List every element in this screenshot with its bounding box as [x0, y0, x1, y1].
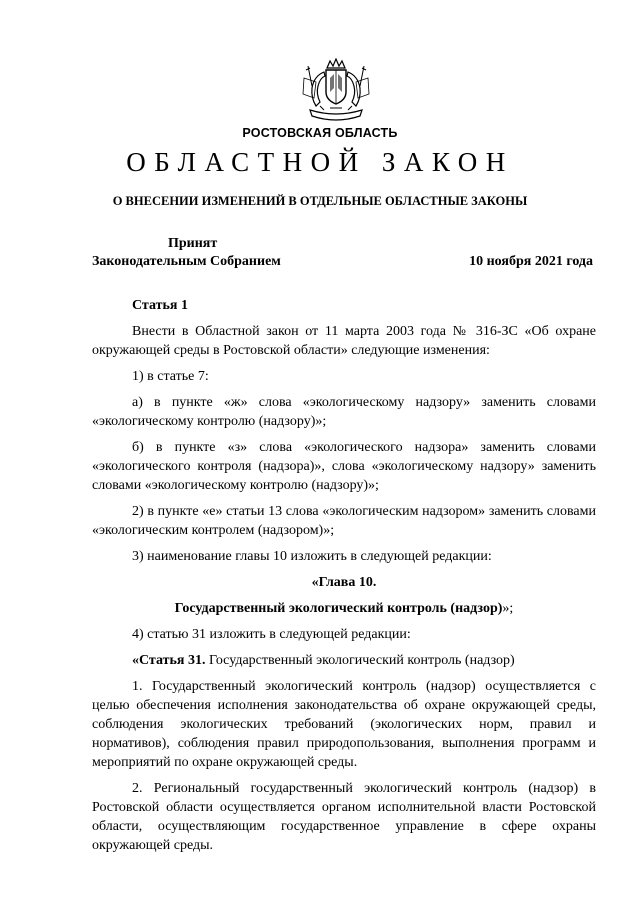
article-heading: Статья 1: [132, 298, 188, 313]
paragraph: а) в пункте «ж» слова «экологическому надзору» заменить словами «экологическому контролю (надзору)»;: [92, 395, 596, 429]
paragraph: 4) статью 31 изложить в следующей редакции:: [132, 627, 411, 642]
adopted-label: Принят: [168, 236, 218, 251]
paragraph: 3) наименование главы 10 изложить в следующей редакции:: [132, 549, 492, 564]
coat-of-arms-icon: [300, 58, 372, 124]
chapter-tail: »;: [502, 601, 514, 616]
document-body: [92, 296, 596, 862]
region-name: РОСТОВСКАЯ ОБЛАСТЬ: [242, 126, 398, 140]
article-31-name: Государственный экологический контроль (надзор): [205, 653, 515, 668]
chapter-name: Государственный экологический контроль (надзор): [174, 601, 503, 616]
adoption-date: 10 ноября 2021 года: [469, 254, 593, 269]
paragraph: б) в пункте «з» слова «экологического надзора» заменить словами «экологического контроля (надзора)», слова «экологическому надзору» заменить словами «экологическому контролю (надзору)»;: [92, 440, 596, 493]
document-title: О ВНЕСЕНИИ ИЗМЕНЕНИЙ В ОТДЕЛЬНЫЕ ОБЛАСТНЫЕ ЗАКОНЫ: [112, 194, 528, 208]
paragraph: 1) в статье 7:: [132, 369, 209, 384]
paragraph: 2. Региональный государственный экологический контроль (надзор) в Ростовской области осуществляется органом исполнительной власти Ростовской области, осуществляющим государственное управление в сфере охраны окружающей среды.: [92, 781, 596, 853]
chapter-title: «Глава 10.: [311, 575, 377, 590]
paragraph: 2) в пункте «е» статьи 13 слова «экологическим надзором» заменить словами «экологическим контролем (надзором)»;: [92, 504, 596, 538]
paragraph: 1. Государственный экологический контроль (надзор) осуществляется с целью обеспечения исполнения законодательства об охране окружающей среды, соблюдения экологических требований (экологических норм, правил и нормативов), соблюдения правил природопользования, выполнения программ и мероприятий по охране окружающей среды.: [92, 679, 596, 770]
paragraph: Внести в Областной закон от 11 марта 2003 года № 316-ЗС «Об охране окружающей среды в Ростовской области» следующие изменения:: [92, 324, 596, 358]
article-31-label: «Статья 31.: [132, 653, 206, 668]
document-type: ОБЛАСТНОЙ ЗАКОН: [126, 147, 514, 177]
article-31-heading: [92, 651, 596, 670]
chapter-name-line: [92, 599, 596, 618]
adopted-by: Законодательным Собранием: [92, 254, 281, 269]
